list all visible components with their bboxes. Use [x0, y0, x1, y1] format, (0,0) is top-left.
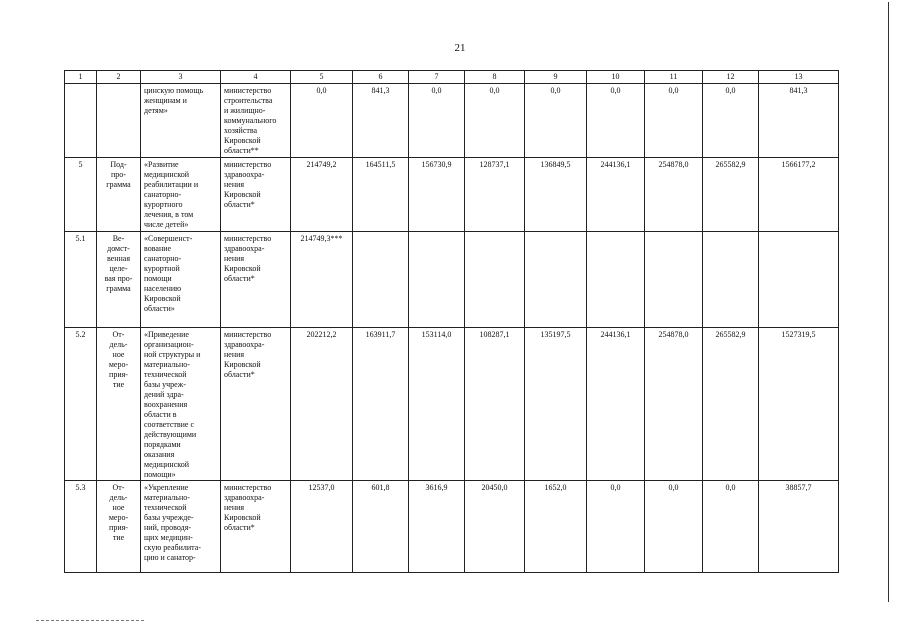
header-cell: 5 — [291, 71, 353, 84]
status-cell: От- дель- ное меро- прия- тие — [97, 481, 141, 573]
header-cell: 9 — [525, 71, 587, 84]
header-cell: 13 — [759, 71, 839, 84]
executor-cell: министерство строительства и жилищно- коммунального хозяйства Кировской области** — [221, 84, 291, 158]
table-row — [65, 158, 839, 232]
executor-cell: министерство здравоохра- нения Кировской области* — [221, 481, 291, 573]
amount-cell — [759, 232, 839, 328]
amount-cell: 1652,0 — [525, 481, 587, 573]
program-name-cell: «Приведение организацион- ной структуры и материально- технической базы учреж- дений здра- воохранения области в соответствие с действующими порядками оказания медицинской помощи» — [141, 328, 221, 481]
footnote-rule — [36, 620, 144, 621]
amount-cell: 0,0 — [587, 481, 645, 573]
row-number-cell: 5.1 — [65, 232, 97, 328]
status-cell: Под- про- грамма — [97, 158, 141, 232]
amount-cell: 214749,2 — [291, 158, 353, 232]
amount-cell: 0,0 — [703, 481, 759, 573]
amount-cell: 12537,0 — [291, 481, 353, 573]
amount-cell: 3616,9 — [409, 481, 465, 573]
amount-cell: 841,3 — [759, 84, 839, 158]
amount-cell: 128737,1 — [465, 158, 525, 232]
page-number: 21 — [454, 42, 466, 54]
amount-cell: 0,0 — [291, 84, 353, 158]
header-cell: 7 — [409, 71, 465, 84]
amount-cell: 1527319,5 — [759, 328, 839, 481]
amount-cell: 1566177,2 — [759, 158, 839, 232]
amount-cell: 135197,5 — [525, 328, 587, 481]
header-row — [65, 71, 839, 84]
table-row — [65, 232, 839, 328]
amount-cell — [525, 232, 587, 328]
amount-cell: 0,0 — [409, 84, 465, 158]
amount-cell: 214749,3*** — [291, 232, 353, 328]
amount-cell: 163911,7 — [353, 328, 409, 481]
amount-cell: 38857,7 — [759, 481, 839, 573]
header-cell: 11 — [645, 71, 703, 84]
amount-cell: 841,3 — [353, 84, 409, 158]
program-name-cell: «Развитие медицинской реабилитации и санаторно- курортного лечения, в том числе детей» — [141, 158, 221, 232]
amount-cell — [465, 232, 525, 328]
program-name-cell: «Совершенст- вование санаторно- курортной помощи населению Кировской области» — [141, 232, 221, 328]
amount-cell: 0,0 — [587, 84, 645, 158]
header-cell: 2 — [97, 71, 141, 84]
header-cell: 3 — [141, 71, 221, 84]
amount-cell: 156730,9 — [409, 158, 465, 232]
amount-cell: 265582,9 — [703, 158, 759, 232]
program-name-cell: цинскую помощь женщинам и детям» — [141, 84, 221, 158]
row-number-cell: 5.3 — [65, 481, 97, 573]
row-number-cell: 5 — [65, 158, 97, 232]
header-cell: 10 — [587, 71, 645, 84]
amount-cell — [587, 232, 645, 328]
header-cell: 1 — [65, 71, 97, 84]
amount-cell: 0,0 — [465, 84, 525, 158]
amount-cell — [409, 232, 465, 328]
amount-cell: 20450,0 — [465, 481, 525, 573]
executor-cell: министерство здравоохра- нения Кировской области* — [221, 328, 291, 481]
amount-cell: 0,0 — [525, 84, 587, 158]
amount-cell: 244136,1 — [587, 328, 645, 481]
amount-cell: 0,0 — [703, 84, 759, 158]
header-cell: 8 — [465, 71, 525, 84]
amount-cell: 265582,9 — [703, 328, 759, 481]
executor-cell: министерство здравоохра- нения Кировской области* — [221, 158, 291, 232]
amount-cell: 254878,0 — [645, 328, 703, 481]
amount-cell: 254878,0 — [645, 158, 703, 232]
amount-cell — [703, 232, 759, 328]
table-row — [65, 481, 839, 573]
page-edge-line — [888, 2, 889, 602]
row-number-cell — [65, 84, 97, 158]
amount-cell: 164511,5 — [353, 158, 409, 232]
amount-cell — [645, 232, 703, 328]
amount-cell: 136849,5 — [525, 158, 587, 232]
header-cell: 4 — [221, 71, 291, 84]
budget-table — [64, 70, 839, 573]
header-cell: 12 — [703, 71, 759, 84]
amount-cell: 153114,0 — [409, 328, 465, 481]
amount-cell: 108287,1 — [465, 328, 525, 481]
table-row — [65, 328, 839, 481]
header-cell: 6 — [353, 71, 409, 84]
amount-cell — [353, 232, 409, 328]
program-name-cell: «Укрепление материально- технической базы учрежде- ний, проводя- щих медицин- скую реабилита- цию и санатор- — [141, 481, 221, 573]
status-cell: От- дель- ное меро- прия- тие — [97, 328, 141, 481]
amount-cell: 0,0 — [645, 84, 703, 158]
amount-cell: 202212,2 — [291, 328, 353, 481]
executor-cell: министерство здравоохра- нения Кировской области* — [221, 232, 291, 328]
amount-cell: 0,0 — [645, 481, 703, 573]
status-cell: Ве- домст- венная целе- вая про- грамма — [97, 232, 141, 328]
row-number-cell: 5.2 — [65, 328, 97, 481]
table-row — [65, 84, 839, 158]
status-cell — [97, 84, 141, 158]
amount-cell: 244136,1 — [587, 158, 645, 232]
amount-cell: 601,8 — [353, 481, 409, 573]
